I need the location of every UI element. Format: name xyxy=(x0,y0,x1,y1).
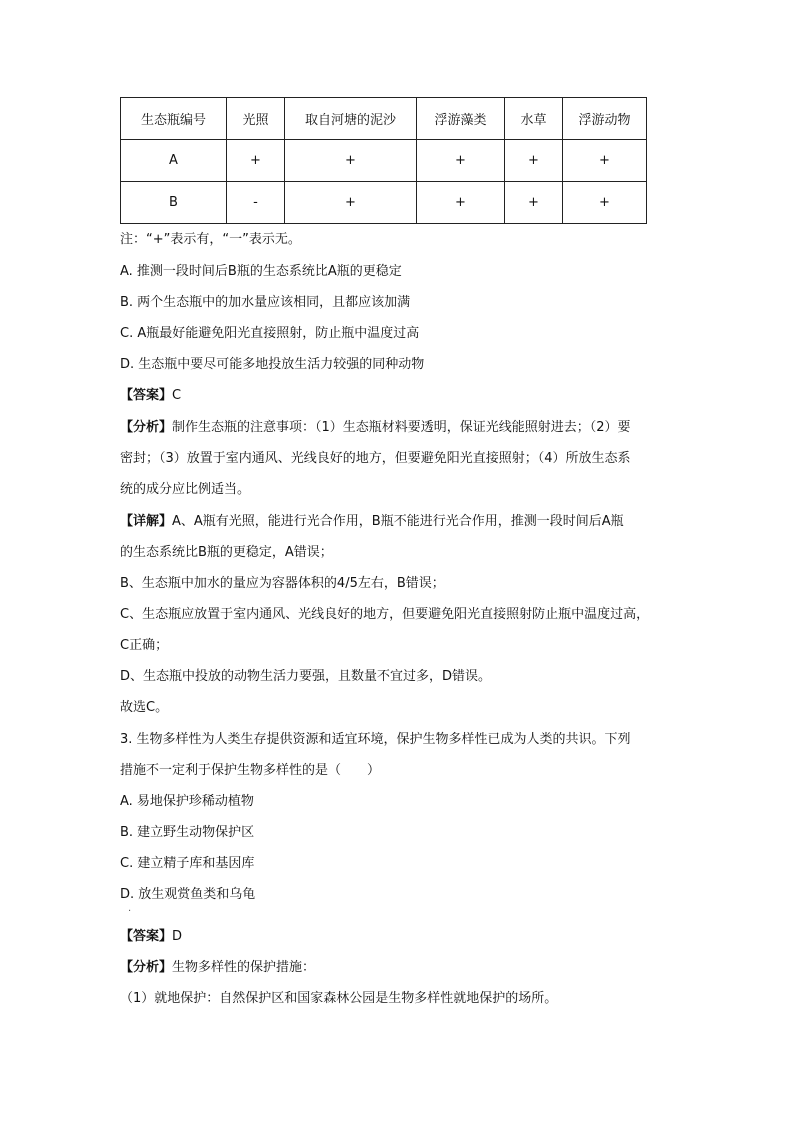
table-cell: + xyxy=(285,182,417,224)
table-cell: + xyxy=(417,140,505,182)
table-header-cell: 水草 xyxy=(505,98,563,140)
table-row xyxy=(121,140,647,182)
table-header-cell: 浮游动物 xyxy=(563,98,647,140)
table-cell: + xyxy=(285,140,417,182)
detail-line xyxy=(120,512,624,532)
option-d: D. 放生观赏鱼类和乌龟 xyxy=(120,887,256,902)
question-stem: 措施不一定利于保护生物多样性的是（ ） xyxy=(120,763,381,778)
analysis-tag: 【分析】 xyxy=(120,960,173,975)
answer-tag: 【答案】 xyxy=(120,388,173,403)
table-header-row xyxy=(121,98,647,140)
analysis-line xyxy=(120,418,631,438)
option-c: C. A瓶最好能避免阳光直接照射，防止瓶中温度过高 xyxy=(120,326,420,341)
question-stem: 3. 生物多样性为人类生存提供资源和适宜环境，保护生物多样性已成为人类的共识。下列 xyxy=(120,732,631,747)
table-cell: A xyxy=(121,140,227,182)
detail-text: 故选C。 xyxy=(120,700,169,715)
ecosystem-bottle-table xyxy=(120,97,647,224)
detail-text: D、生态瓶中投放的动物生活力要强，且数量不宜过多，D错误。 xyxy=(120,669,492,684)
detail-text: A、A瓶有光照，能进行光合作用，B瓶不能进行光合作用，推测一段时间后A瓶 xyxy=(172,514,624,529)
table-cell: + xyxy=(505,182,563,224)
analysis-text: 制作生态瓶的注意事项：（1）生态瓶材料要透明，保证光线能照射进去；（2）要 xyxy=(172,420,631,435)
analysis-text: 密封；（3）放置于室内通风、光线良好的地方，但要避免阳光直接照射；（4）所放生态系 xyxy=(120,451,631,466)
detail-text: C正确； xyxy=(120,638,169,653)
answer-value: D xyxy=(172,929,183,944)
analysis-text: （1）就地保护：自然保护区和国家森林公园是生物多样性就地保护的场所。 xyxy=(120,991,558,1006)
option-b: B. 两个生态瓶中的加水量应该相同，且都应该加满 xyxy=(120,295,411,310)
table-cell: + xyxy=(563,140,647,182)
detail-text: B、生态瓶中加水的量应为容器体积的4/5左右，B错误； xyxy=(120,576,445,591)
analysis-text: 统的成分应比例适当。 xyxy=(120,482,251,497)
table-cell: - xyxy=(227,182,285,224)
answer-value: C xyxy=(172,388,182,403)
stray-dot-mark: . xyxy=(128,903,132,914)
table-header-cell: 光照 xyxy=(227,98,285,140)
option-a: A. 易地保护珍稀动植物 xyxy=(120,794,254,809)
option-c: C. 建立精子库和基因库 xyxy=(120,856,255,871)
table-note: 注：“+”表示有，“一”表示无。 xyxy=(120,232,301,247)
detail-text: C、生态瓶应放置于室内通风、光线良好的地方，但要避免阳光直接照射防止瓶中温度过高， xyxy=(120,607,650,622)
table-header-cell: 取自河塘的泥沙 xyxy=(285,98,417,140)
option-a: A. 推测一段时间后B瓶的生态系统比A瓶的更稳定 xyxy=(120,264,402,279)
table-header-cell: 浮游藻类 xyxy=(417,98,505,140)
table-cell: + xyxy=(563,182,647,224)
analysis-line xyxy=(120,958,315,978)
answer-tag: 【答案】 xyxy=(120,929,173,944)
answer-line xyxy=(120,927,182,947)
option-d: D. 生态瓶中要尽可能多地投放生活力较强的同种动物 xyxy=(120,357,425,372)
table-header-cell: 生态瓶编号 xyxy=(121,98,227,140)
analysis-tag: 【分析】 xyxy=(120,420,173,435)
option-b: B. 建立野生动物保护区 xyxy=(120,825,255,840)
analysis-text: 生物多样性的保护措施： xyxy=(172,960,316,975)
table-row xyxy=(121,182,647,224)
table-cell: + xyxy=(227,140,285,182)
table-cell: B xyxy=(121,182,227,224)
table-cell: + xyxy=(417,182,505,224)
answer-line xyxy=(120,386,181,406)
detail-tag: 【详解】 xyxy=(120,514,173,529)
detail-text: 的生态系统比B瓶的更稳定，A错误； xyxy=(120,545,333,560)
table-cell: + xyxy=(505,140,563,182)
